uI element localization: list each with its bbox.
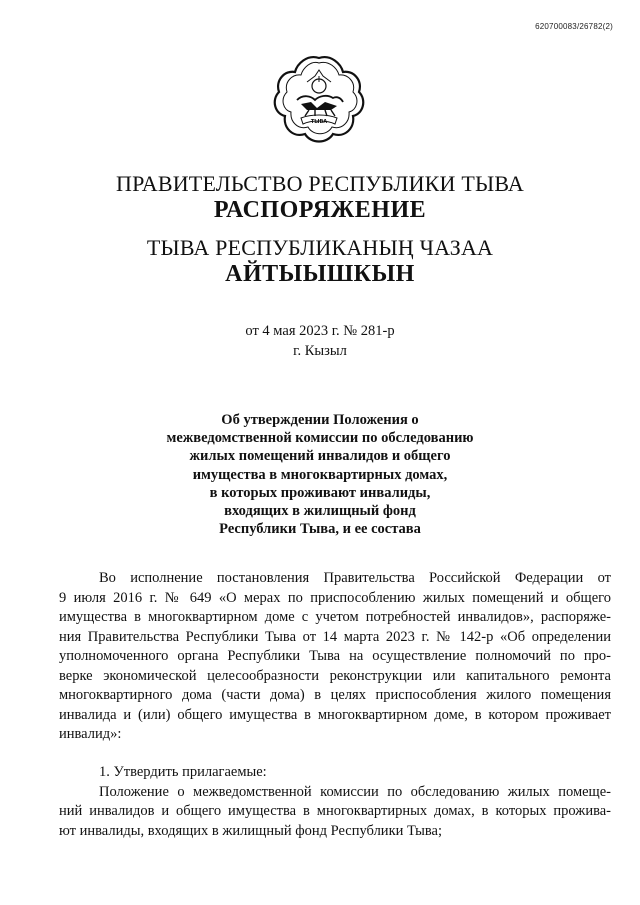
svg-text:ТЫВА: ТЫВА [310,119,328,125]
title-line: входящих в жилищный фонд [224,503,416,520]
paragraph-line: ния Правительства Республики Тыва от 14 марта 2023 г. № 142-р «Об определении [59,628,611,645]
item-1 [59,763,611,841]
paragraph-line: инвалид»: [59,726,122,742]
title-line: межведомственной комиссии по обследованию [166,430,474,447]
title-line: имущества в многоквартирных домах, [192,466,448,483]
title-line: жилых помещений инвалидов и общего [189,448,451,465]
paragraph-line: верке экономической целесообразности реконструкции или капитального ремонта [59,667,611,684]
preamble-paragraph [59,569,611,745]
date-line: от 4 мая 2023 г. № 281-р [245,323,395,339]
title-line: Об утверждении Положения о [221,412,419,428]
document-title [0,411,640,538]
paragraph-line: 9 июля 2016 г. № 649 «О мерах по приспособлению жилых помещений и общего [59,589,611,606]
paragraph-line: Положение о межведомственной комиссии по обследованию жилых помеще- [99,783,611,800]
paragraph-line: имущества в многоквартирном доме с учетом потребностей инвалидов», распоряже- [59,609,611,625]
paragraph-line: уполномоченного органа Республики Тыва на осуществление полномочий по про- [59,648,611,664]
government-name-tyv: ТЫВА РЕСПУБЛИКАНЫҢ ЧАЗАА [146,235,494,260]
document-type-ru: РАСПОРЯЖЕНИЕ [213,197,427,223]
city-line: г. Кызыл [293,343,347,359]
document-type-tyv: АЙТЫЫШКЫН [225,261,415,287]
item-heading: 1. Утвердить прилагаемые: [99,764,267,780]
paragraph-line: инвалида и (или) общего имущества в многоквартирном доме, в котором проживает [59,706,611,723]
title-line: Республики Тыва, и ее состава [219,521,421,538]
document-number: 620700083/26782(2) [535,22,613,31]
government-name-ru: ПРАВИТЕЛЬСТВО РЕСПУБЛИКИ ТЫВА [116,171,524,196]
paragraph-line: Во исполнение постановления Правительства Российской Федерации от [99,570,611,586]
title-line: в которых проживают инвалиды, [209,484,431,501]
tuva-coat-of-arms-icon [271,52,367,148]
paragraph-line: ний инвалидов и общего имущества в многоквартирных домах, в которых прожива- [59,803,611,819]
paragraph-line: ют инвалиды, входящих в жилищный фонд Республики Тыва; [59,822,442,839]
paragraph-line: многоквартирного дома (части дома) в целях приспособления жилого помещения [59,687,611,703]
